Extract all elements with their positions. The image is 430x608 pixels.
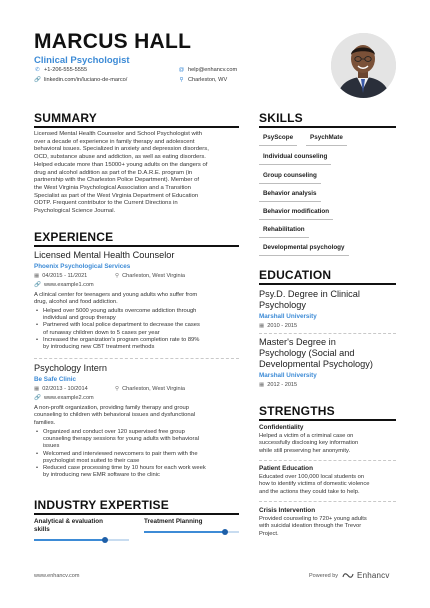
location-pin-icon: ⚲: [115, 273, 120, 279]
candidate-name: MARCUS HALL: [34, 30, 192, 53]
calendar-icon: ▦: [34, 273, 40, 279]
strength-description: Educated over 100,000 local students on how to identify victims of domestic violence and the actions they could take to help.: [259, 474, 370, 495]
summary-line: OCD, substance abuse and addiction, as well as eating disorders.: [34, 154, 206, 161]
education-dates: [259, 382, 297, 388]
job-company: Phoenix Psychological Services: [34, 263, 131, 270]
skills-rule: [259, 126, 396, 128]
bullet-item: • Helped over 5000 young adults overcome addiction through individual and group therapy: [34, 308, 239, 322]
job-website-text[interactable]: www.example1.com: [43, 282, 94, 288]
industry-expertise-heading: INDUSTRY EXPERTISE: [34, 498, 169, 512]
summary-line: the West Virginia Psychological Association and a Transition: [34, 184, 191, 191]
education-rule: [259, 283, 396, 285]
bullet-item: • Welcomed and interviewed newcomers to pair them with the psychologist most suited to their case: [34, 451, 239, 465]
expertise-bar-knob: [222, 529, 228, 535]
summary-line: behavioral issues. Specialized in anxiety and depression disorders,: [34, 146, 209, 153]
summary-line: ODTP. Frequent contributor to the Current Directions in: [34, 200, 178, 207]
brand-text: Enhancv: [357, 571, 390, 580]
skill-tag: Behavior modification: [259, 205, 333, 220]
summary-rule: [34, 126, 239, 128]
summary-heading: SUMMARY: [34, 111, 97, 125]
phone-icon: ✆: [35, 67, 40, 73]
education-degree: Psy.D. Degree in Clinical Psychology: [259, 289, 360, 310]
enhancv-logo-icon: [342, 572, 354, 579]
summary-line: Helped educate more than 15000+ young adults on the dangers of: [34, 161, 208, 168]
calendar-icon: ▦: [259, 323, 265, 329]
skill-tag: PsyScope: [259, 131, 297, 146]
strength-title: Confidentiality: [259, 424, 304, 431]
skills-heading: SKILLS: [259, 111, 303, 125]
location-pin-icon: ⚲: [115, 386, 120, 392]
contact-linkedin[interactable]: [34, 77, 127, 83]
education-heading: EDUCATION: [259, 268, 332, 282]
expertise-bar: [144, 531, 239, 533]
job-role: Licensed Mental Health Counselor: [34, 250, 175, 260]
summary-line: partnership with the Charleston Police Department). Member of: [34, 177, 200, 184]
job-location: [115, 273, 185, 279]
experience-heading: EXPERIENCE: [34, 230, 114, 244]
divider: [259, 333, 396, 334]
summary-line: drug and alcohol addition as part of the D.A.R.E. program (in: [34, 169, 193, 176]
powered-by-text: Powered by: [309, 572, 339, 579]
job-title-headline: Clinical Psychologist: [34, 55, 130, 66]
expertise-bar-fill: [34, 539, 105, 541]
bullet-item: • Increased the organization's program completion rate to 89% by introducing new CBT treatment methods: [34, 337, 239, 351]
education-school: Marshall University: [259, 372, 317, 379]
profile-photo: [331, 33, 396, 98]
contact-phone: [34, 67, 87, 73]
education-school: Marshall University: [259, 313, 317, 320]
location-text: Charleston, WV: [188, 77, 228, 83]
divider: [34, 358, 239, 359]
strength-description: Helped a victim of a criminal case on successfully disclosing key information while still preserving her anonymity.: [259, 433, 359, 454]
calendar-icon: ▦: [34, 386, 40, 392]
contact-email[interactable]: [178, 67, 237, 73]
job-website[interactable]: [34, 395, 94, 401]
strength-title: Crisis Intervention: [259, 507, 316, 514]
phone-text: +1-206-555-5555: [44, 67, 88, 73]
job-dates-text: 02/2013 - 10/2014: [42, 386, 88, 392]
bullet-item: • Organized and conduct over 120 supervised free group counseling therapy sessions for young adults with behavioral issues: [34, 429, 239, 451]
education-dates-text: 2010 - 2015: [267, 323, 298, 329]
summary-line: Licensed Mental Health Counselor and School Psychologist with: [34, 131, 202, 137]
expertise-bar-fill: [144, 531, 225, 533]
desc-line: counseling to children with behavioral issues and dysfunctional: [34, 412, 196, 419]
experience-rule: [34, 245, 239, 247]
industry-expertise-rule: [34, 513, 239, 515]
enhancv-logo: [342, 571, 390, 580]
footer-branding: [309, 571, 390, 580]
skill-tag: Group counseling: [259, 169, 321, 184]
job-dates: [34, 273, 87, 279]
at-icon: @: [178, 67, 185, 73]
skill-tag: Behavior analysis: [259, 187, 321, 202]
desc-line: drug, alcohol and food addiction.: [34, 299, 118, 306]
expertise-bar-knob: [102, 537, 108, 543]
contact-location: [178, 77, 227, 83]
job-company: Be Safe Clinic: [34, 376, 76, 383]
divider: [259, 460, 396, 461]
divider: [259, 501, 396, 502]
summary-text: [34, 131, 239, 216]
skill-tag: PsychMate: [306, 131, 347, 146]
education-dates-text: 2012 - 2015: [267, 382, 298, 388]
summary-line: Psychological Science Journal.: [34, 208, 116, 215]
footer-website[interactable]: www.enhancv.com: [34, 573, 80, 579]
summary-line: Specialist as part of the West Virginia Department of Education: [34, 192, 199, 199]
job-bullets: [34, 308, 239, 351]
strengths-heading: STRENGTHS: [259, 404, 335, 418]
summary-line: over a decade of experience in family therapy and adolescent: [34, 138, 195, 145]
skill-tag: Developmental psychology: [259, 241, 349, 256]
job-dates: [34, 386, 88, 392]
education-degree: Master's Degree in Psychology (Social and Developmental Psychology): [259, 337, 373, 369]
job-website[interactable]: [34, 282, 94, 288]
strength-title: Patient Education: [259, 465, 313, 472]
desc-line: A non-profit organization, providing family therapy and group: [34, 405, 189, 411]
skill-tag: Rehabilitation: [259, 223, 309, 238]
calendar-icon: ▦: [259, 382, 265, 388]
bullet-item: • Partnered with local police department to decrease the cases of runaway children down to 5 cases per year: [34, 322, 239, 336]
email-text[interactable]: help@enhancv.com: [188, 67, 238, 73]
job-role: Psychology Intern: [34, 363, 108, 373]
job-location: [115, 386, 185, 392]
link-icon: 🔗: [34, 77, 41, 83]
job-location-text: Charleston, West Virginia: [122, 273, 186, 279]
expertise-label: Treatment Planning: [144, 518, 203, 525]
desc-line: A clinical center for teenagers and young adults who suffer from: [34, 292, 198, 298]
job-bullets: [34, 429, 239, 479]
expertise-bar: [34, 539, 129, 541]
job-website-text[interactable]: www.example2.com: [43, 395, 94, 401]
job-location-text: Charleston, West Virginia: [122, 386, 186, 392]
expertise-label: Analytical & evaluation skills: [34, 518, 103, 533]
skill-tag: Individual counseling: [259, 150, 331, 165]
strength-description: Provided counseling to 720+ young adults with suicidal ideation through the Trevor Project.: [259, 516, 367, 537]
strengths-rule: [259, 419, 396, 421]
job-description: [34, 292, 239, 307]
avatar-illustration: [331, 33, 396, 98]
education-dates: [259, 323, 297, 329]
link-icon: 🔗: [34, 395, 41, 401]
job-description: [34, 405, 239, 427]
desc-line: families.: [34, 419, 56, 426]
linkedin-text[interactable]: linkedin.com/in/luciano-de-marco/: [44, 77, 128, 83]
link-icon: 🔗: [34, 282, 41, 288]
job-dates-text: 04/2015 - 11/2021: [42, 273, 88, 279]
location-pin-icon: ⚲: [179, 77, 184, 83]
bullet-item: • Reduced case processing time by 10 hours for each work week by introducing new EMR software to the clinic: [34, 465, 239, 479]
